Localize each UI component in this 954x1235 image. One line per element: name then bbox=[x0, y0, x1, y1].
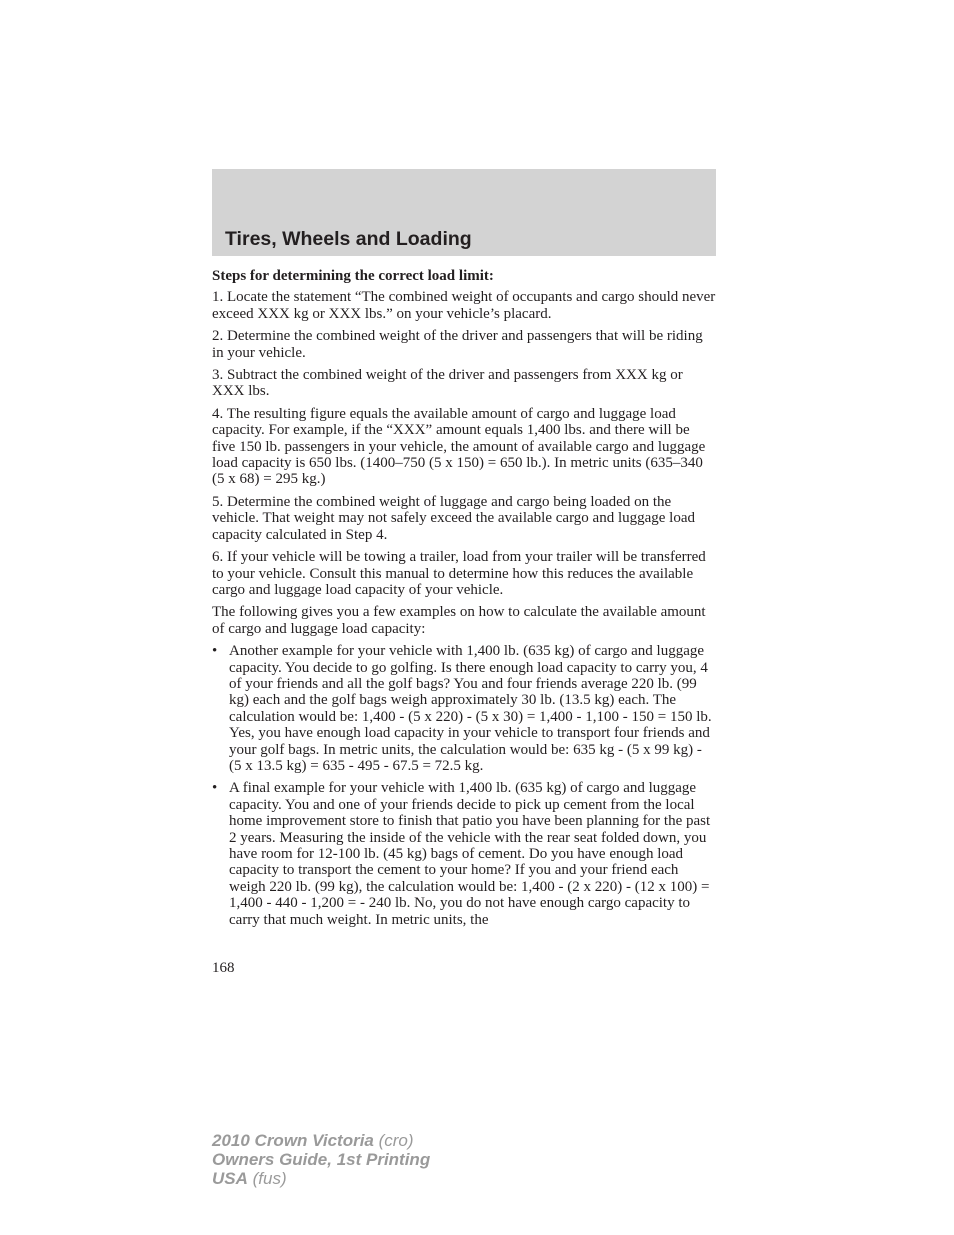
page-number: 168 bbox=[212, 960, 235, 976]
steps-heading: Steps for determining the correct load limit: bbox=[212, 268, 494, 284]
bullet-mark: • bbox=[212, 643, 218, 660]
bullet-text: A final example for your vehicle with 1,400 lb. (635 kg) of cargo and luggage capacity. You and one of your friends decide to pick up cement from the local home improvement store to finish that patio you have been planning for the past 2 years. Measuring the inside of the vehicle with the rear seat folded down, you have room for 12-100 lb. (45 kg) bags of cement. Do you have enough load capacity to transport the cement to your home? If you and your friend each weigh 220 lb. (99 kg), the calculation would be: 1,400 - (2 x 220) - (12 x 100) = 1,400 - 440 - 1,200 = - 240 lb. No, you do not have enough cargo capacity to carry that much weight. In metric units, the bbox=[229, 780, 711, 928]
step-2: 2. Determine the combined weight of the driver and passengers that will be riding in your vehicle. bbox=[212, 328, 703, 361]
bullet-cement-example bbox=[212, 780, 716, 928]
bullet-text: Another example for your vehicle with 1,400 lb. (635 kg) of cargo and luggage capacity. You decide to go golfing. Is there enough load capacity to carry you, 4 of your friends and all the golf bags? You and four friends average 220 lb. (99 kg) each and the golf bags weigh approximately 30 lb. (13.5 kg) each. The calculation would be: 1,400 - (5 x 220) - (5 x 30) = 1,400 - 1,100 - 150 = 150 lb. Yes, you have enough load capacity in your vehicle to transport four friends and your golf bags. In metric units, the calculation would be: 635 kg - (5 x 99 kg) - (5 x 13.5 kg) = 635 - 495 - 67.5 = 72.5 kg. bbox=[229, 643, 712, 774]
bullet-golf-example bbox=[212, 643, 716, 774]
step-5: 5. Determine the combined weight of luggage and cargo being loaded on the vehicle. That weight may not safely exceed the available cargo and luggage load capacity calculated in Step 4. bbox=[212, 493, 696, 543]
section-title: Tires, Wheels and Loading bbox=[225, 228, 472, 250]
footer-region-line bbox=[212, 1169, 430, 1188]
footer-model: 2010 Crown Victoria bbox=[212, 1131, 374, 1150]
step-4: 4. The resulting figure equals the available amount of cargo and luggage load capacity. For example, if the “XXX” amount equals 1,400 lbs. and there will be five 150 lb. passengers in your vehicle, the amount of available cargo and luggage load capacity is 650 lbs. (1400–750 (5 x 150) = 650 lb.). In metric units (635–340 (5 x 68) = 295 kg.) bbox=[212, 405, 706, 488]
footer-region: USA bbox=[212, 1169, 248, 1188]
examples-intro: The following gives you a few examples on how to calculate the available amount of cargo and luggage load capacity: bbox=[212, 604, 706, 637]
footer-region-code: (fus) bbox=[252, 1169, 287, 1188]
footer-guide: Owners Guide, 1st Printing bbox=[212, 1150, 431, 1169]
section-header-band bbox=[212, 169, 716, 256]
footer-model-line bbox=[212, 1131, 430, 1150]
step-3: 3. Subtract the combined weight of the driver and passengers from XXX kg or XXX lbs. bbox=[212, 367, 683, 400]
footer-model-code: (cro) bbox=[378, 1131, 414, 1150]
page-content bbox=[212, 268, 716, 934]
step-6: 6. If your vehicle will be towing a trailer, load from your trailer will be transferred to your vehicle. Consult this manual to determine how this reduces the available cargo and luggage load capacity of your vehicle. bbox=[212, 549, 706, 598]
step-1: 1. Locate the statement “The combined weight of occupants and cargo should never exceed XXX kg or XXX lbs.” on your vehicle’s placard. bbox=[212, 289, 716, 322]
bullet-mark: • bbox=[212, 780, 218, 797]
footer-imprint bbox=[212, 1131, 430, 1188]
